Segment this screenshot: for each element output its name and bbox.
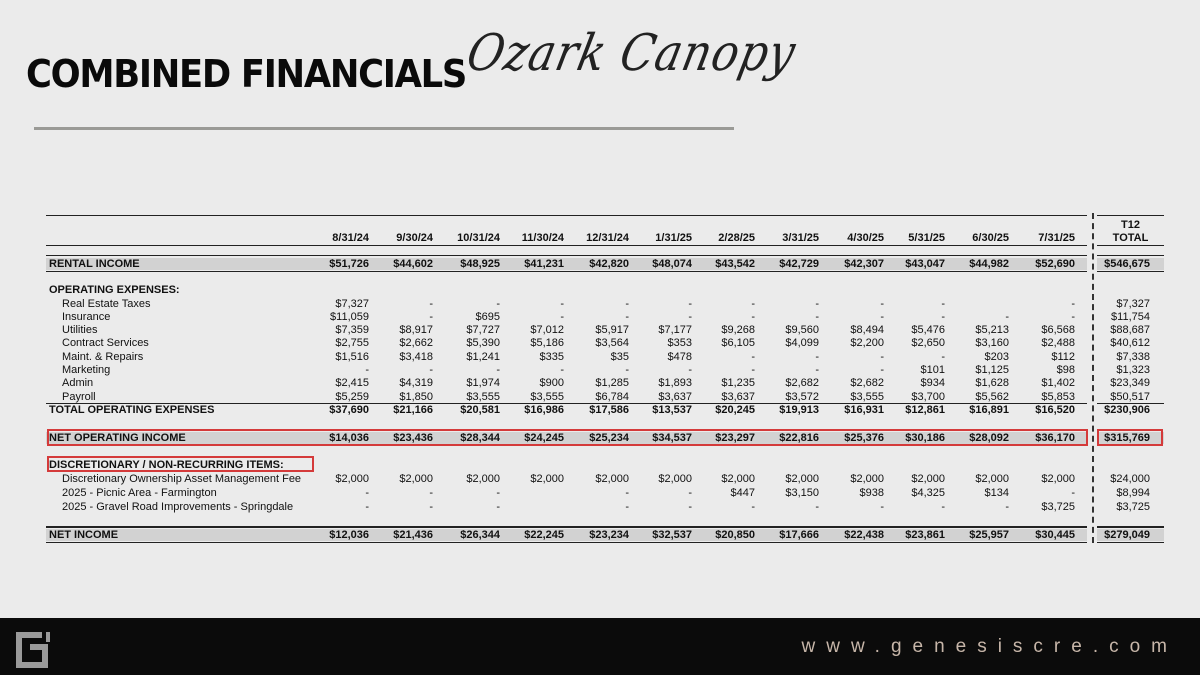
row-value: - <box>751 364 755 376</box>
row-value: - <box>1071 311 1075 323</box>
row-value: $3,555 <box>466 391 500 403</box>
row-value: $11,059 <box>330 311 369 323</box>
row-value: - <box>751 501 755 513</box>
row-label: DISCRETIONARY / NON-RECURRING ITEMS: <box>49 459 284 471</box>
row-value: $98 <box>1056 364 1075 376</box>
row-value: - <box>815 501 819 513</box>
row-value: $25,234 <box>589 432 629 444</box>
row-value: - <box>688 501 692 513</box>
website-url[interactable]: www.genesiscre.com <box>801 636 1178 657</box>
row-value: $3,564 <box>595 337 629 349</box>
row-value: $16,891 <box>969 404 1009 416</box>
column-header-date: 7/31/25 <box>1038 232 1075 244</box>
row-value: $43,047 <box>905 258 945 270</box>
row-value: $203 <box>984 351 1009 363</box>
column-header-date: 1/31/25 <box>655 232 692 244</box>
row-value: $2,200 <box>850 337 884 349</box>
row-value: $23,297 <box>715 432 755 444</box>
row-value: - <box>688 487 692 499</box>
row-value: - <box>880 311 884 323</box>
row-value: $5,476 <box>911 324 945 336</box>
row-label: NET INCOME <box>49 529 119 541</box>
row-value: - <box>941 351 945 363</box>
row-value: $112 <box>1051 351 1075 363</box>
row-value: $3,725 <box>1041 501 1075 513</box>
row-label: Admin <box>62 377 94 389</box>
total-column-header: T12 <box>1121 219 1140 231</box>
row-value: $44,602 <box>393 258 433 270</box>
row-value: $6,568 <box>1041 324 1075 336</box>
row-value: $22,816 <box>779 432 819 444</box>
row-value: $22,438 <box>844 529 884 541</box>
row-value: $5,562 <box>975 391 1009 403</box>
row-total: $50,517 <box>1110 391 1150 403</box>
column-header-date: 12/31/24 <box>586 232 629 244</box>
row-value: $9,268 <box>721 324 755 336</box>
row-value: - <box>688 311 692 323</box>
row-total: $1,323 <box>1116 364 1150 376</box>
row-value: $48,925 <box>460 258 500 270</box>
row-value: - <box>751 351 755 363</box>
row-label: Real Estate Taxes <box>62 298 151 310</box>
row-value: $37,690 <box>329 404 369 416</box>
row-value: $8,917 <box>399 324 433 336</box>
row-value: $7,012 <box>530 324 564 336</box>
row-value: $34,537 <box>652 432 692 444</box>
row-value: $19,913 <box>779 404 819 416</box>
row-value: $42,307 <box>844 258 884 270</box>
row-value: $2,000 <box>530 473 564 485</box>
row-value: - <box>625 487 629 499</box>
row-value: $42,729 <box>779 258 819 270</box>
row-value: - <box>625 364 629 376</box>
row-value: $5,853 <box>1041 391 1075 403</box>
row-value: $1,235 <box>721 377 755 389</box>
row-value: $12,861 <box>905 404 945 416</box>
property-script-logo: Ozark Canopy <box>461 24 802 83</box>
column-header-date: 4/30/25 <box>847 232 884 244</box>
row-value: $1,285 <box>595 377 629 389</box>
row-value: - <box>815 311 819 323</box>
row-value: $25,957 <box>969 529 1009 541</box>
row-total: $3,725 <box>1116 501 1150 513</box>
row-total: $11,754 <box>1111 311 1150 323</box>
table-top-rule-total <box>1097 215 1164 216</box>
row-value: $2,000 <box>721 473 755 485</box>
row-value: - <box>496 364 500 376</box>
row-label: Insurance <box>62 311 111 323</box>
row-value: $4,099 <box>785 337 819 349</box>
row-value: - <box>496 487 500 499</box>
row-value: $20,581 <box>460 404 500 416</box>
row-value: $2,000 <box>466 473 500 485</box>
row-value: $20,850 <box>715 529 755 541</box>
row-value: $7,727 <box>466 324 500 336</box>
row-value: - <box>880 298 884 310</box>
rule <box>46 526 1087 528</box>
rule <box>1097 271 1164 272</box>
rule <box>46 255 1087 256</box>
row-value: $21,166 <box>393 404 433 416</box>
row-value: $7,327 <box>335 298 369 310</box>
row-value: $6,105 <box>721 337 755 349</box>
row-value: $13,537 <box>652 404 692 416</box>
row-total: $23,349 <box>1110 377 1150 389</box>
row-value: $23,861 <box>905 529 945 541</box>
row-value: $26,344 <box>460 529 500 541</box>
row-total: $88,687 <box>1110 324 1150 336</box>
row-value: $3,555 <box>530 391 564 403</box>
row-value: $938 <box>859 487 884 499</box>
row-value: $17,666 <box>779 529 819 541</box>
row-value: $5,213 <box>975 324 1009 336</box>
row-value: $447 <box>730 487 755 499</box>
row-value: $6,784 <box>595 391 629 403</box>
row-value: $1,974 <box>466 377 500 389</box>
row-value: - <box>688 364 692 376</box>
row-value: $3,418 <box>399 351 433 363</box>
row-value: - <box>941 311 945 323</box>
column-header-date: 6/30/25 <box>972 232 1009 244</box>
row-value: - <box>496 298 500 310</box>
row-value: $17,586 <box>589 404 629 416</box>
row-value: $101 <box>920 364 945 376</box>
row-label: Marketing <box>62 364 111 376</box>
rule <box>46 542 1087 543</box>
row-value: - <box>1071 487 1075 499</box>
row-value: $1,516 <box>335 351 369 363</box>
row-value: $22,245 <box>524 529 564 541</box>
row-value: $44,982 <box>969 258 1009 270</box>
row-value: $7,359 <box>335 324 369 336</box>
row-value: $900 <box>539 377 564 389</box>
row-value: $335 <box>539 351 564 363</box>
row-value: $16,520 <box>1035 404 1075 416</box>
column-header-date: 3/31/25 <box>782 232 819 244</box>
row-value: $3,637 <box>721 391 755 403</box>
row-value: - <box>941 501 945 513</box>
row-value: - <box>496 501 500 513</box>
row-value: $30,186 <box>905 432 945 444</box>
row-value: $5,917 <box>595 324 629 336</box>
row-value: - <box>815 351 819 363</box>
header-rule-total <box>1097 245 1164 246</box>
row-value: $35 <box>610 351 629 363</box>
row-value: $2,000 <box>335 473 369 485</box>
title-divider <box>34 127 734 130</box>
column-header-date: 9/30/24 <box>396 232 433 244</box>
row-value: - <box>880 351 884 363</box>
row-value: - <box>560 298 564 310</box>
row-value: - <box>815 298 819 310</box>
row-value: $1,893 <box>658 377 692 389</box>
row-value: $2,682 <box>785 377 819 389</box>
row-value: $5,186 <box>530 337 564 349</box>
row-label: Maint. & Repairs <box>62 351 144 363</box>
row-value: - <box>1071 298 1075 310</box>
row-value: - <box>429 487 433 499</box>
row-value: $43,542 <box>715 258 755 270</box>
row-value: $12,036 <box>329 529 369 541</box>
row-value: - <box>1005 311 1009 323</box>
row-value: - <box>625 311 629 323</box>
row-total: $315,769 <box>1104 432 1150 444</box>
row-label: RENTAL INCOME <box>49 258 140 270</box>
row-value: - <box>751 298 755 310</box>
row-total: $7,327 <box>1116 298 1150 310</box>
row-value: $42,820 <box>589 258 629 270</box>
row-value: $52,690 <box>1035 258 1075 270</box>
row-value: $30,445 <box>1035 529 1075 541</box>
footer-bar <box>0 618 1200 675</box>
row-value: - <box>429 311 433 323</box>
row-value: $48,074 <box>652 258 692 270</box>
column-header-date: 8/31/24 <box>332 232 369 244</box>
row-value: - <box>1005 501 1009 513</box>
row-value: $695 <box>475 311 500 323</box>
row-value: - <box>365 364 369 376</box>
header-rule <box>46 245 1087 246</box>
genesis-logo-icon <box>12 628 52 668</box>
row-value: $4,325 <box>911 487 945 499</box>
row-value: $3,555 <box>850 391 884 403</box>
row-value: $32,537 <box>652 529 692 541</box>
row-total: $24,000 <box>1110 473 1150 485</box>
rule <box>1097 526 1164 528</box>
row-value: $4,319 <box>399 377 433 389</box>
row-value: $1,850 <box>399 391 433 403</box>
column-header-date: 5/31/25 <box>908 232 945 244</box>
row-label: TOTAL OPERATING EXPENSES <box>49 404 215 416</box>
financials-table <box>46 213 1164 545</box>
row-value: $24,245 <box>524 432 564 444</box>
total-column-header: TOTAL <box>1112 232 1149 244</box>
row-value: $2,488 <box>1041 337 1075 349</box>
row-value: $3,150 <box>785 487 819 499</box>
row-value: $8,494 <box>850 324 884 336</box>
row-value: - <box>751 311 755 323</box>
row-value: $2,000 <box>1041 473 1075 485</box>
row-value: $20,245 <box>715 404 755 416</box>
column-header-date: 11/30/24 <box>521 232 564 244</box>
row-value: $23,234 <box>589 529 629 541</box>
row-label: Discretionary Ownership Asset Management Fee <box>62 473 302 485</box>
row-value: $2,682 <box>850 377 884 389</box>
row-value: $1,241 <box>466 351 500 363</box>
row-value: - <box>365 487 369 499</box>
row-label: Utilities <box>62 324 98 336</box>
row-value: $3,700 <box>911 391 945 403</box>
row-value: - <box>365 501 369 513</box>
row-total: $230,906 <box>1104 404 1150 416</box>
row-value: $21,436 <box>393 529 433 541</box>
page-title: COMBINED FINANCIALS <box>26 52 467 96</box>
row-value: $28,092 <box>969 432 1009 444</box>
row-value: $2,755 <box>335 337 369 349</box>
row-value: $7,177 <box>658 324 692 336</box>
row-label: Payroll <box>62 391 96 403</box>
row-value: $134 <box>984 487 1009 499</box>
row-value: $478 <box>667 351 692 363</box>
table-top-rule <box>46 215 1087 216</box>
row-total: $8,994 <box>1116 487 1150 499</box>
row-label: OPERATING EXPENSES: <box>49 284 180 296</box>
row-value: - <box>625 298 629 310</box>
row-value: - <box>688 298 692 310</box>
column-header-date: 10/31/24 <box>457 232 500 244</box>
row-value: $1,125 <box>975 364 1009 376</box>
row-value: $23,436 <box>393 432 433 444</box>
row-value: $41,231 <box>524 258 564 270</box>
row-value: $14,036 <box>329 432 369 444</box>
row-value: $2,000 <box>911 473 945 485</box>
row-value: $2,415 <box>335 377 369 389</box>
row-value: $2,000 <box>658 473 692 485</box>
row-value: - <box>880 501 884 513</box>
row-value: $2,000 <box>595 473 629 485</box>
row-value: $3,637 <box>658 391 692 403</box>
row-value: $9,560 <box>785 324 819 336</box>
row-value: $2,662 <box>399 337 433 349</box>
row-value: $51,726 <box>329 258 369 270</box>
row-label: 2025 - Picnic Area - Farmington <box>62 487 217 499</box>
row-value: $2,000 <box>850 473 884 485</box>
row-total: $546,675 <box>1104 258 1150 270</box>
row-value: - <box>560 364 564 376</box>
row-value: - <box>815 364 819 376</box>
row-value: $36,170 <box>1035 432 1075 444</box>
row-value: - <box>941 298 945 310</box>
row-value: $353 <box>667 337 692 349</box>
rule <box>1097 255 1164 256</box>
row-value: - <box>560 311 564 323</box>
row-label: 2025 - Gravel Road Improvements - Springdale <box>62 501 294 513</box>
row-value: $1,402 <box>1041 377 1075 389</box>
row-value: - <box>880 364 884 376</box>
row-total: $40,612 <box>1110 337 1150 349</box>
row-value: - <box>429 364 433 376</box>
rule <box>1097 542 1164 543</box>
row-total: $279,049 <box>1104 529 1150 541</box>
row-value: $2,650 <box>911 337 945 349</box>
row-value: $28,344 <box>460 432 500 444</box>
row-total: $7,338 <box>1116 351 1150 363</box>
rule <box>46 271 1087 272</box>
row-value: $25,376 <box>844 432 884 444</box>
row-value: $1,628 <box>975 377 1009 389</box>
row-value: $5,390 <box>466 337 500 349</box>
row-label: Contract Services <box>62 337 149 349</box>
row-value: $2,000 <box>785 473 819 485</box>
row-value: $2,000 <box>399 473 433 485</box>
row-value: $2,000 <box>975 473 1009 485</box>
row-value: - <box>429 501 433 513</box>
row-value: $934 <box>920 377 945 389</box>
row-value: - <box>625 501 629 513</box>
row-value: $16,931 <box>844 404 884 416</box>
row-value: - <box>429 298 433 310</box>
row-value: $5,259 <box>335 391 369 403</box>
row-value: $16,986 <box>524 404 564 416</box>
row-value: $3,572 <box>785 391 819 403</box>
row-label: NET OPERATING INCOME <box>49 432 186 444</box>
column-header-date: 2/28/25 <box>718 232 755 244</box>
row-value: $3,160 <box>975 337 1009 349</box>
